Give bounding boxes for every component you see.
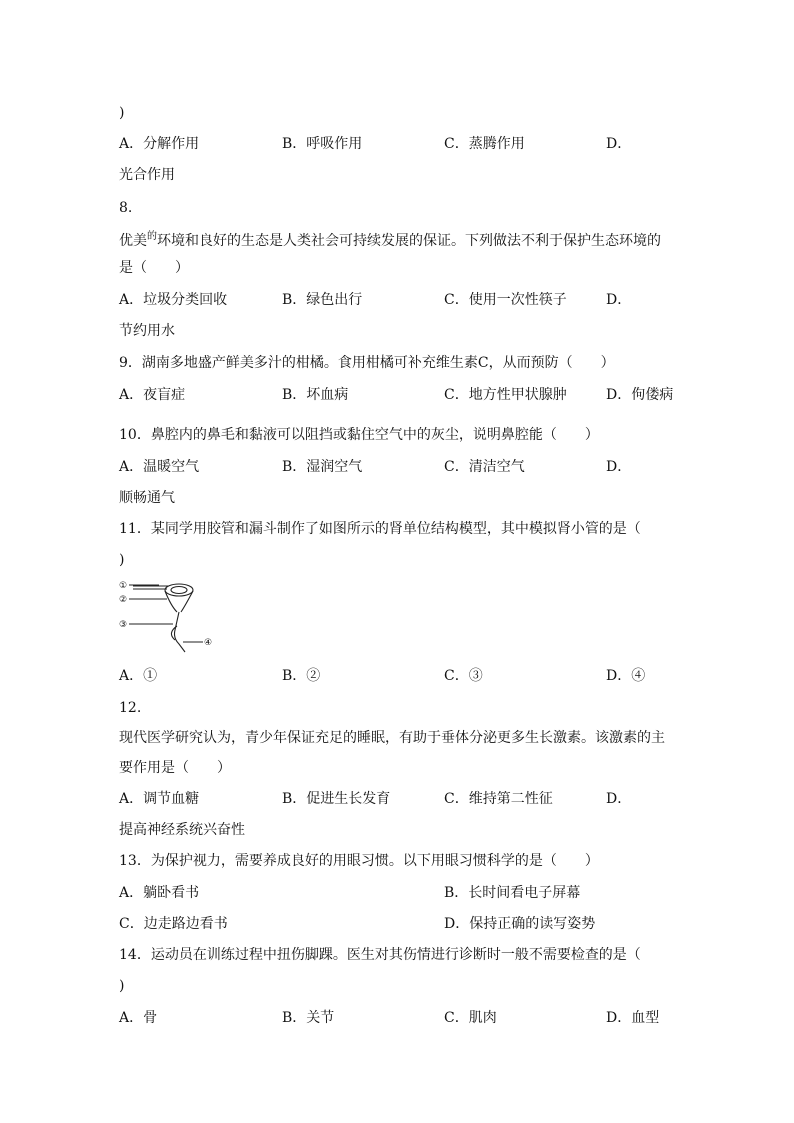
q8-option-d[interactable]: D．	[606, 292, 632, 308]
q13-option-b[interactable]: B．长时间看电子屏幕	[444, 885, 581, 901]
q8-number: 8.	[119, 200, 133, 216]
nephron-model-figure	[119, 578, 219, 658]
q10-option-c[interactable]: C．清洁空气	[444, 459, 525, 475]
q7-option-d-text: 光合作用	[119, 167, 175, 183]
q7-tail: )	[119, 105, 125, 121]
q12-stem-line2: 要作用是（ ）	[119, 760, 231, 776]
q9-option-d[interactable]: D．佝偻病	[606, 387, 674, 403]
q10-option-a[interactable]: A．温暖空气	[119, 459, 200, 475]
q7-option-b[interactable]: B．呼吸作用	[282, 136, 363, 152]
funnel-rim	[165, 584, 193, 596]
q14-option-c[interactable]: C．肌肉	[444, 1010, 497, 1026]
q8-option-c[interactable]: C．使用一次性筷子	[444, 292, 567, 308]
funnel-inner	[171, 587, 187, 594]
q11-tail: )	[119, 552, 125, 568]
q9-option-c[interactable]: C．地方性甲状腺肿	[444, 387, 567, 403]
q13-option-c[interactable]: C．边走路边看书	[119, 916, 228, 932]
q12-option-a[interactable]: A．调节血糖	[119, 791, 200, 807]
figure-label-1: ①	[119, 581, 128, 591]
q14-option-a[interactable]: A．骨	[119, 1010, 158, 1026]
q11-option-d[interactable]: D．④	[606, 668, 646, 684]
q8-stem-line2: 是（ ）	[119, 260, 189, 276]
funnel-right-side	[181, 591, 193, 612]
q12-stem-line1: 现代医学研究认为，青少年保证充足的睡眠，有助于垂体分泌更多生长激素。该激素的主	[119, 730, 665, 746]
q12-option-d-text: 提高神经系统兴奋性	[119, 822, 245, 838]
q14-tail: )	[119, 978, 125, 994]
q11-option-b[interactable]: B．②	[282, 668, 321, 684]
q14-option-d[interactable]: D．血型	[606, 1010, 660, 1026]
q12-option-d[interactable]: D．	[606, 791, 632, 807]
q10-option-d-text: 顺畅通气	[119, 490, 175, 506]
q12-number: 12.	[119, 700, 142, 716]
figure-label-4: ④	[204, 638, 213, 648]
q7-option-c[interactable]: C．蒸腾作用	[444, 136, 525, 152]
q8-option-b[interactable]: B．绿色出行	[282, 292, 363, 308]
q8-option-a[interactable]: A．垃圾分类回收	[119, 292, 228, 308]
q12-option-c[interactable]: C．维持第二性征	[444, 791, 553, 807]
q11-stem: 11．某同学用胶管和漏斗制作了如图所示的肾单位结构模型，其中模拟肾小管的是（	[119, 521, 641, 537]
q8-stem-sup: 的	[147, 231, 157, 242]
q10-option-b[interactable]: B．湿润空气	[282, 459, 363, 475]
q11-option-a[interactable]: A．①	[119, 668, 158, 684]
q8-stem-line1	[119, 233, 661, 251]
q8-stem-b: 环境和良好的生态是人类社会可持续发展的保证。下列做法不利于保护生态环境的	[157, 233, 661, 249]
tube-down	[175, 612, 186, 652]
q10-stem: 10．鼻腔内的鼻毛和黏液可以阻挡或黏住空气中的灰尘，说明鼻腔能（ ）	[119, 427, 599, 443]
q11-option-c[interactable]: C．③	[444, 668, 483, 684]
q10-option-d[interactable]: D．	[606, 459, 632, 475]
figure-label-2: ②	[119, 595, 128, 605]
q13-option-a[interactable]: A．躺卧看书	[119, 885, 200, 901]
q13-option-d[interactable]: D．保持正确的读写姿势	[444, 916, 596, 932]
q8-option-d-text: 节约用水	[119, 323, 175, 339]
q9-option-a[interactable]: A．夜盲症	[119, 387, 186, 403]
figure-label-3: ③	[119, 620, 128, 630]
funnel-left-side	[165, 591, 177, 612]
q14-option-b[interactable]: B．关节	[282, 1010, 335, 1026]
q12-option-b[interactable]: B．促进生长发育	[282, 791, 391, 807]
q14-stem: 14．运动员在训练过程中扭伤脚踝。医生对其伤情进行诊断时一般不需要检查的是（	[119, 947, 641, 963]
q9-stem: 9．湖南多地盛产鲜美多汁的柑橘。食用柑橘可补充维生素C，从而预防（ ）	[119, 355, 615, 371]
q7-option-d[interactable]: D．	[606, 136, 632, 152]
q8-stem-a: 优美	[119, 233, 147, 249]
q7-option-a[interactable]: A．分解作用	[119, 136, 200, 152]
q9-option-b[interactable]: B．坏血病	[282, 387, 349, 403]
q13-stem: 13．为保护视力，需要养成良好的用眼习惯。以下用眼习惯科学的是（ ）	[119, 853, 599, 869]
